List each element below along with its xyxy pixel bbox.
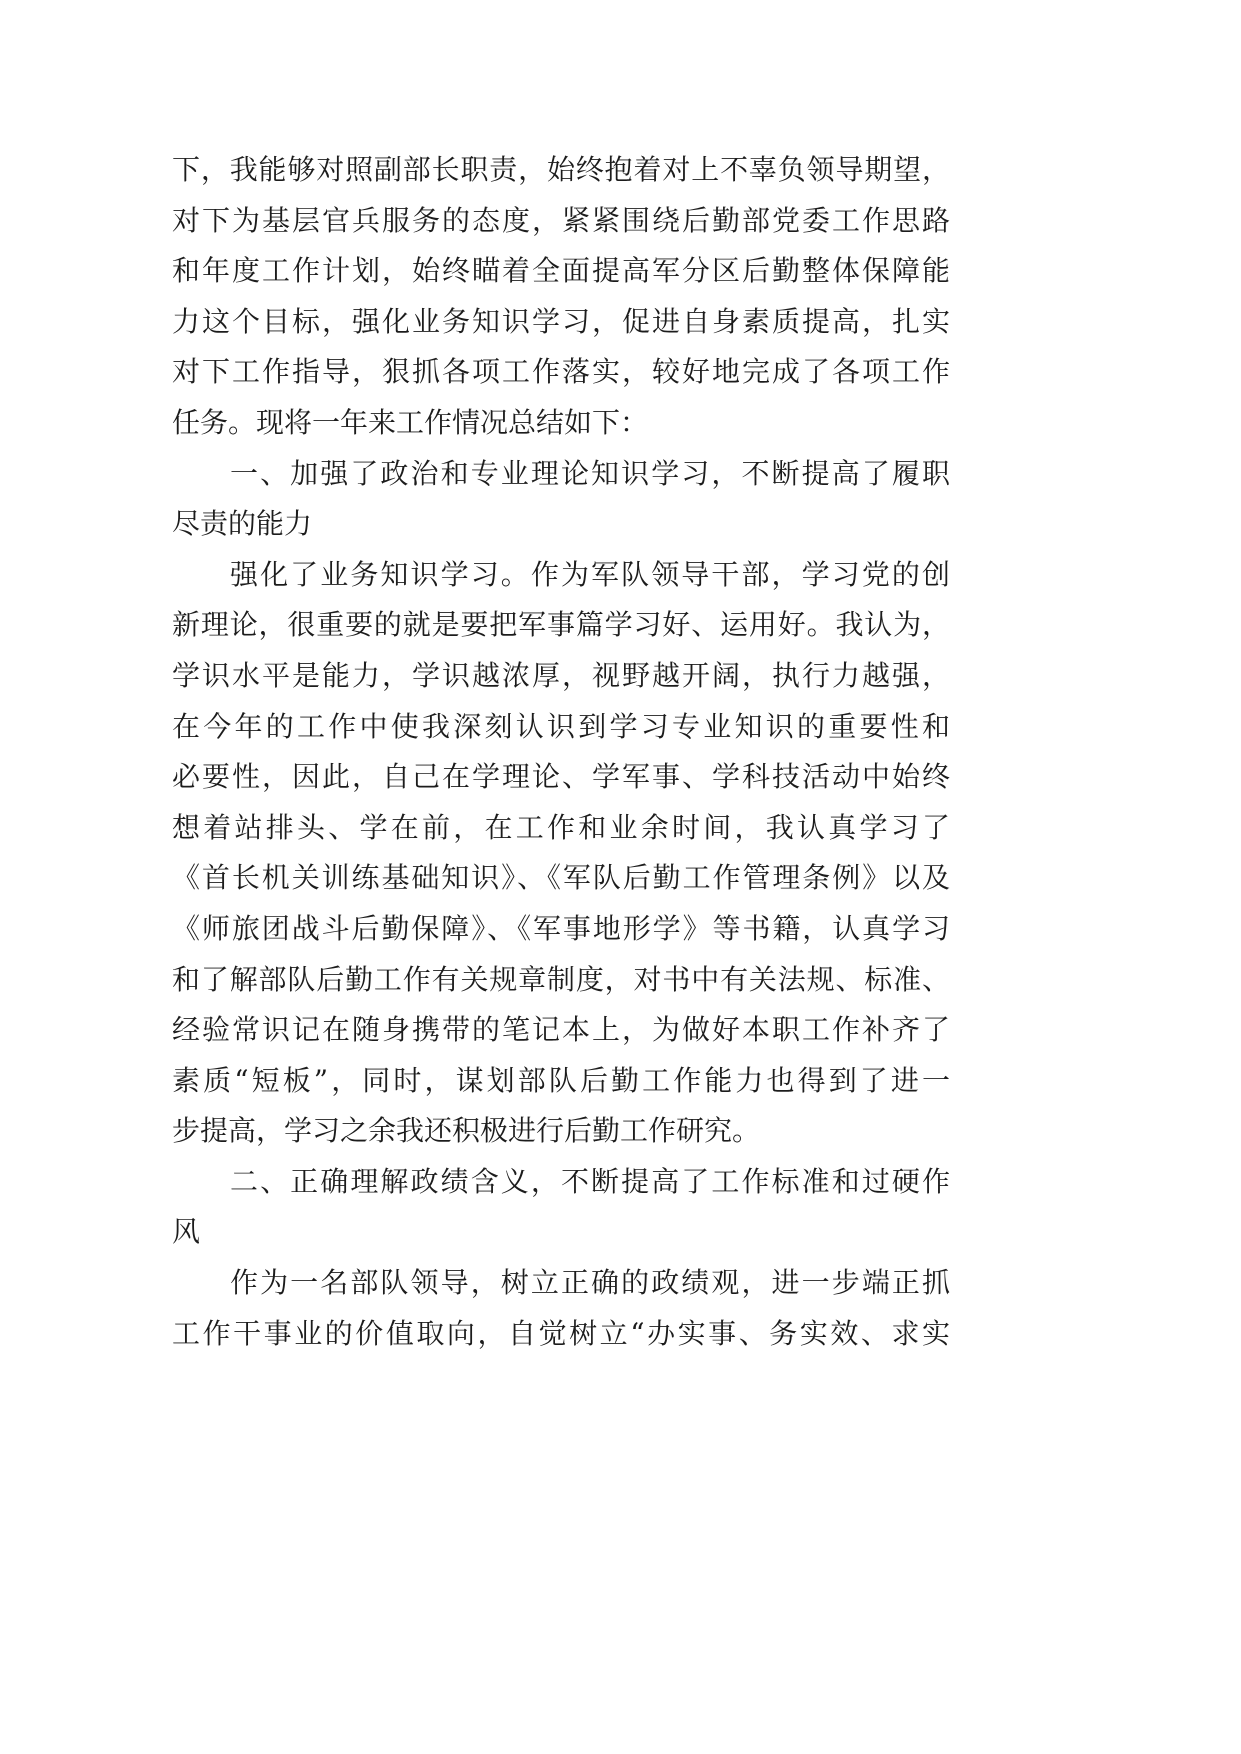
text-line: 下，我能够对照副部长职责，始终抱着对上不辜负领导期望， — [172, 153, 950, 186]
text-line: 《师旅团战斗后勤保障》、《军事地形学》等书籍，认真学习 — [172, 911, 950, 945]
text-line: 必要性，因此，自己在学理论、学军事、学科技活动中始终 — [172, 760, 950, 794]
text-line: 学识水平是能力，学识越浓厚，视野越开阔，执行力越强， — [172, 658, 950, 692]
text-line: 和了解部队后勤工作有关规章制度，对书中有关法规、标准、 — [172, 962, 950, 996]
heading-line: 二、正确理解政绩含义，不断提高了工作标准和过硬作 — [230, 1164, 950, 1198]
text-line: 对下为基层官兵服务的态度，紧紧围绕后勤部党委工作思路 — [172, 203, 950, 237]
text-line: 《首长机关训练基础知识》、《军队后勤工作管理条例》以及 — [172, 861, 950, 895]
text-line: 对下工作指导，狠抓各项工作落实，较好地完成了各项工作 — [172, 355, 950, 389]
paragraph-study — [172, 550, 950, 1157]
text-line: 新理论，很重要的就是要把军事篇学习好、运用好。我认为， — [172, 608, 950, 642]
text-line: 和年度工作计划，始终瞄着全面提高军分区后勤整体保障能 — [172, 254, 950, 288]
text-line: 力这个目标，强化业务知识学习，促进自身素质提高，扎实 — [172, 304, 950, 338]
section-heading-1 — [172, 449, 950, 550]
text-line: 想着站排头、学在前，在工作和业余时间，我认真学习了 — [172, 810, 950, 844]
document-body — [172, 145, 950, 1359]
text-line: 经验常识记在随身携带的笔记本上，为做好本职工作补齐了 — [172, 1013, 950, 1047]
text-line: 强化了业务知识学习。作为军队领导干部，学习党的创 — [230, 557, 950, 591]
heading-line: 风 — [172, 1215, 201, 1249]
text-line: 工作干事业的价值取向，自觉树立“办实事、务实效、求实 — [172, 1316, 950, 1350]
section-heading-2 — [172, 1157, 950, 1258]
paragraph-intro — [172, 145, 950, 449]
paragraph-performance — [172, 1258, 950, 1359]
text-line: 任务。现将一年来工作情况总结如下： — [172, 405, 649, 439]
text-line: 素质“短板”，同时，谋划部队后勤工作能力也得到了进一 — [172, 1063, 950, 1097]
text-line: 作为一名部队领导，树立正确的政绩观，进一步端正抓 — [230, 1266, 950, 1300]
text-line: 在今年的工作中使我深刻认识到学习专业知识的重要性和 — [172, 709, 950, 743]
heading-line: 尽责的能力 — [172, 507, 313, 541]
text-line: 步提高，学习之余我还积极进行后勤工作研究。 — [172, 1114, 761, 1148]
heading-line: 一、加强了政治和专业理论知识学习，不断提高了履职 — [230, 456, 950, 490]
